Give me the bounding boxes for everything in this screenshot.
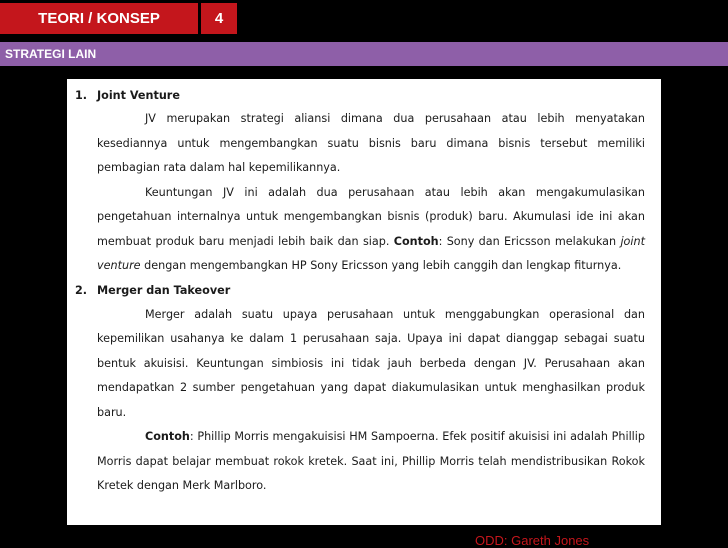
item-1-number: 1. xyxy=(75,88,88,102)
section-title: TEORI / KONSEP xyxy=(38,10,160,27)
section-title-tab xyxy=(0,3,198,34)
item-1-paragraph-1: JV merupakan strategi aliansi dimana dua perusahaan atau lebih menyatakan kesediannya untuk mengembangkan suatu bisnis baru dimana bisnis tersebut memiliki pembagian rata dalam hal kepemilikannya. xyxy=(97,112,645,174)
item-2-example-label: Contoh xyxy=(145,430,190,443)
item-2-title: Merger dan Takeover xyxy=(97,284,231,297)
section-number-tab xyxy=(201,3,237,34)
subheader-bar xyxy=(0,42,728,66)
subheader-label: STRATEGI LAIN xyxy=(5,47,97,61)
footer-credit: ODD: Gareth Jones xyxy=(475,533,590,548)
item-1-paragraph-2-text-b: : Sony dan Ericsson melakukan xyxy=(438,234,617,248)
item-2-paragraph-2-text: : Phillip Morris mengakuisisi HM Sampoerna. Efek positif akuisisi ini adalah Phillip Morris dapat belajar membuat rokok kretek. Saat ini, Phillip Morris telah mendistribusikan Rokok Kretek dengan Merk Marlboro. xyxy=(97,430,645,492)
item-1-example-label: Contoh xyxy=(393,234,439,248)
item-2-paragraph-2 xyxy=(97,425,645,499)
item-1-paragraph-2-text-c: dengan mengembangkan HP Sony Ericsson yang lebih canggih dan lengkap fiturnya. xyxy=(144,259,622,272)
section-number: 4 xyxy=(214,10,224,27)
item-2-paragraph-1: Merger adalah suatu upaya perusahaan untuk menggabungkan operasional dan kepemilikan usahanya ke dalam 1 perusahaan saja. Upaya ini dapat dianggap sebagai suatu bentuk akuisisi. Keuntungan simbiosis ini tidak jauh berbeda dengan JV. Perusahaan akan mendapatkan 2 sumber pengetahuan yang dapat diakumulasikan untuk menghasilkan produk baru. xyxy=(97,307,645,419)
item-1-paragraph-2-text-a: Keuntungan JV ini adalah dua perusahaan atau lebih akan mengakumulasikan pengetahuan internalnya untuk mengembangkan bisnis (produk) baru. Akumulasi ide ini akan membuat produk baru menjadi lebih baik dan siap. xyxy=(97,185,645,248)
item-1-paragraph-2 xyxy=(97,181,645,279)
item-1-heading xyxy=(75,83,645,107)
item-2-heading xyxy=(75,279,645,303)
item-1-title: Joint Venture xyxy=(97,88,180,102)
item-2-number: 2. xyxy=(75,284,88,297)
document-page xyxy=(67,79,661,525)
item-1-emphasis: joint venture xyxy=(97,234,645,272)
